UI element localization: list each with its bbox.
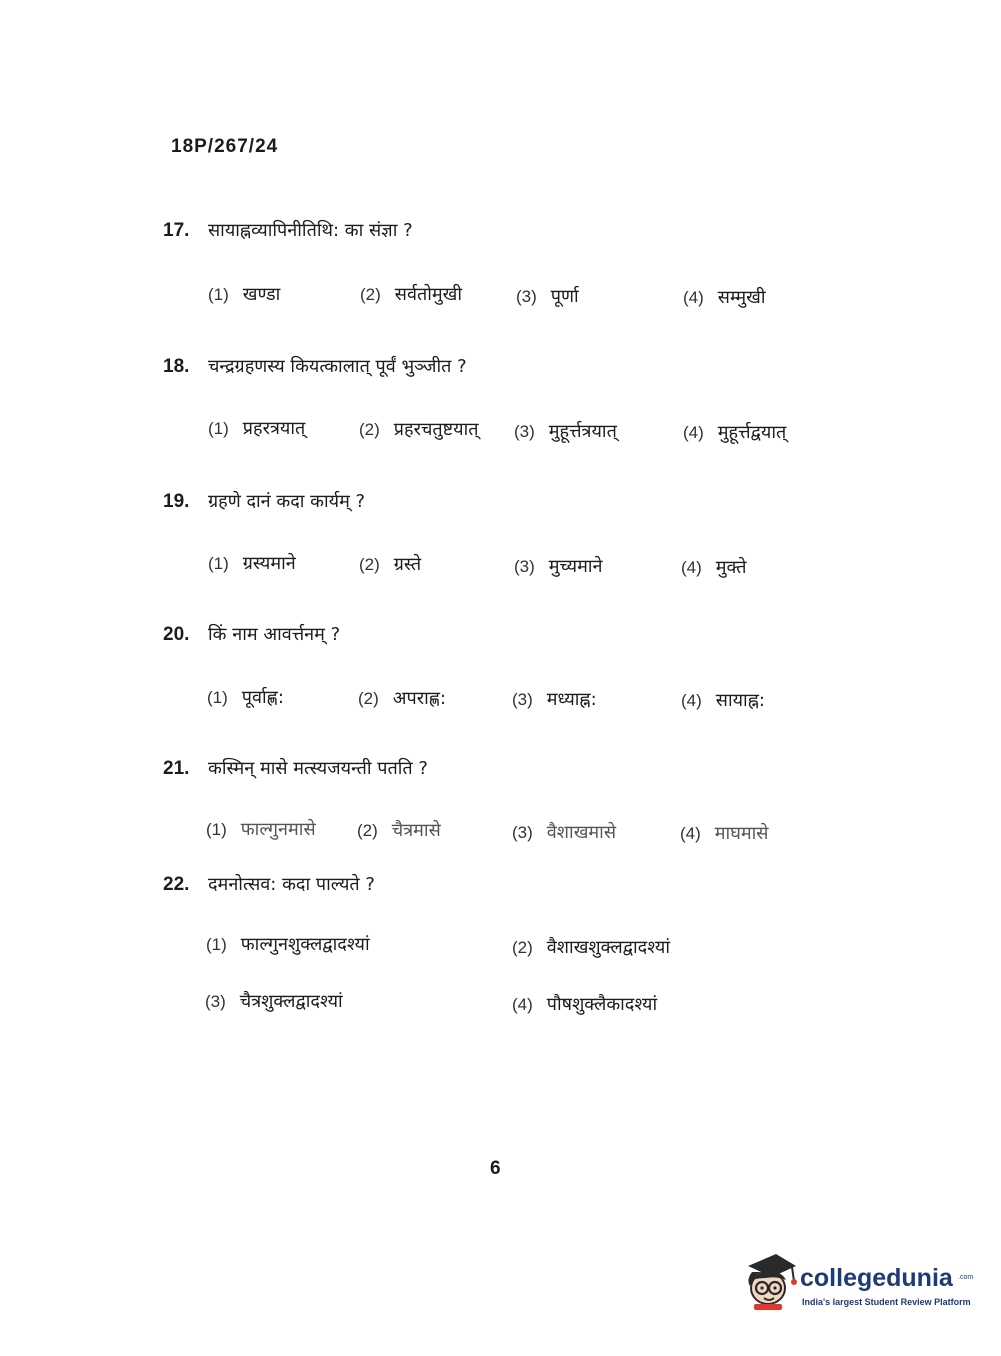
question-22: [0, 874, 1001, 1024]
question-text: दमनोत्सव: कदा पाल्यते ?: [208, 874, 375, 895]
collegedunia-logo: [742, 1250, 972, 1320]
option-2: (2) प्रहरचतुष्टयात्: [359, 419, 479, 440]
page-number: 6: [490, 1158, 501, 1179]
option-3: (3) मुच्यमाने: [514, 556, 603, 577]
option-4: (4) मुक्ते: [681, 557, 747, 578]
question-number: 19.: [163, 491, 190, 512]
mascot-icon: [742, 1250, 800, 1312]
brand-name: collegedunia: [800, 1264, 953, 1292]
question-text: सायाह्नव्यापिनीतिथि: का संज्ञा ?: [208, 220, 413, 241]
question-text: चन्द्रग्रहणस्य कियत्कालात् पूर्वं भुञ्जीत ?: [208, 356, 467, 377]
question-19: [0, 491, 1001, 611]
option-3: (3) चैत्रशुक्लद्वादश्यां: [205, 991, 343, 1012]
option-2: (2) ग्रस्ते: [359, 554, 422, 575]
question-text: कस्मिन् मासे मत्स्यजयन्ती पतति ?: [208, 758, 428, 779]
question-18: [0, 356, 1001, 476]
option-1: (1) प्रहरत्रयात्: [208, 418, 306, 439]
option-4: (4) सायाह्न:: [681, 690, 765, 711]
option-3: (3) वैशाखमासे: [512, 822, 617, 843]
question-number: 20.: [163, 624, 190, 645]
question-paper-code: 18P/267/24: [171, 136, 279, 157]
question-17: [0, 220, 1001, 340]
question-20: [0, 624, 1001, 744]
option-2: (2) वैशाखशुक्लद्वादश्यां: [512, 937, 670, 958]
question-21: [0, 758, 1001, 878]
question-text: ग्रहणे दानं कदा कार्यम् ?: [208, 491, 366, 512]
option-2: (2) चैत्रमासे: [357, 820, 441, 841]
option-1: (1) फाल्गुनशुक्लद्वादश्यां: [206, 934, 370, 955]
option-2: (2) सर्वतोमुखी: [360, 284, 463, 305]
brand-suffix: .com: [958, 1274, 974, 1281]
option-2: (2) अपराह्ण:: [358, 688, 447, 709]
option-3: (3) मध्याह्न:: [512, 689, 597, 710]
brand-tagline: India's largest Student Review Platform: [802, 1297, 971, 1307]
option-3: (3) पूर्णा: [516, 286, 579, 307]
option-1: (1) ग्रस्यमाने: [208, 553, 296, 574]
option-3: (3) मुहूर्त्तत्रयात्: [514, 421, 617, 442]
option-4: (4) माघमासे: [680, 823, 769, 844]
question-text: किं नाम आवर्त्तनम् ?: [208, 624, 341, 645]
option-1: (1) फाल्गुनमासे: [206, 819, 316, 840]
option-4: (4) मुहूर्त्तद्वयात्: [683, 422, 787, 443]
option-4: (4) पौषशुक्लैकादश्यां: [512, 994, 658, 1015]
question-number: 17.: [163, 220, 190, 241]
option-1: (1) खण्डा: [208, 284, 281, 305]
question-number: 22.: [163, 874, 190, 895]
option-4: (4) सम्मुखी: [683, 287, 766, 308]
question-number: 18.: [163, 356, 190, 377]
option-1: (1) पूर्वाह्ण:: [207, 687, 284, 708]
question-number: 21.: [163, 758, 190, 779]
